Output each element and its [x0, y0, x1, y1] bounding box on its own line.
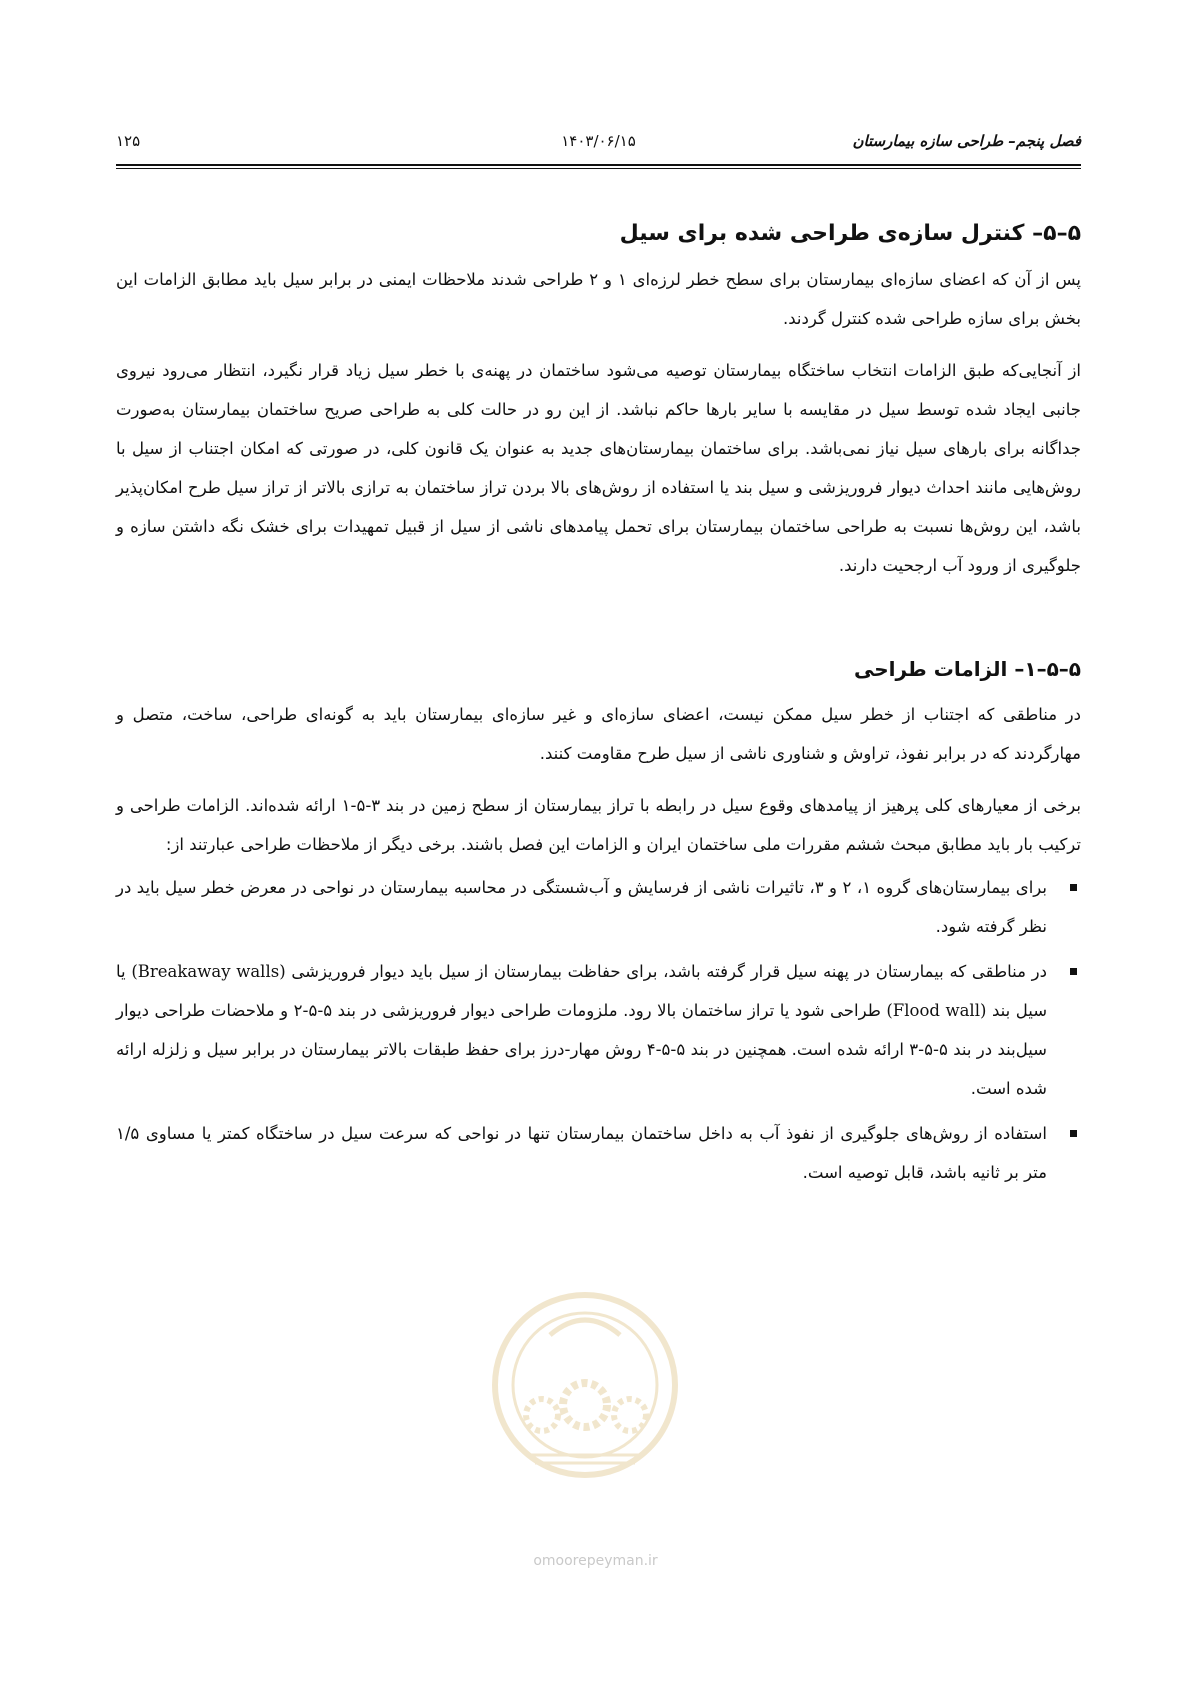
list-item-text: برای بیمارستان‌های گروه ۱، ۲ و ۳، تاثیرات ناشی از فرسایش و آب‌شستگی در محاسبه بیمارستان در نواحی در معرض خطر سیل باید در نظر گرفته شود.: [116, 878, 1047, 936]
list-item-text: استفاده از روش‌های جلوگیری از نفوذ آب به داخل ساختمان بیمارستان تنها در نواحی که سرعت سیل در ساختگاه کمتر یا مساوی ۱/۵ متر بر ثانیه باشد، قابل توصیه است.: [116, 1124, 1047, 1182]
subsection-heading: ۵–۵–۱– الزامات طراحی: [853, 657, 1081, 681]
list-item: [116, 1114, 1047, 1192]
list-item-text: در مناطقی که بیمارستان در پهنه سیل قرار گرفته باشد، برای حفاظت بیمارستان از سیل باید دیوار فروریزشی: [291, 962, 1048, 981]
list-item-text: طراحی شود یا تراز ساختمان بالا رود. ملزومات طراحی دیوار فروریزشی در بند ۵-۵-۲ و ملاحضات طراحی دیوار سیل‌بند در بند ۵-۵-۳ ارائه شده است. همچنین در بند ۵-۵-۴ روش مهار-درز برای حفظ طبقات بالاتر بیمارستان در برابر سیل و زلزله ارائه شده است.: [116, 1001, 1047, 1098]
header-rule: [116, 164, 1081, 166]
term-breakaway-walls: (Breakaway walls): [131, 962, 286, 981]
subsection-paragraph-1: در مناطقی که اجتناب از خطر سیل ممکن نیست، اعضای سازه‌ای و غیر سازه‌ای بیمارستان باید به گونه‌ای طراحی، ساخت، متصل و مهارگردند که در برابر نفوذ، تراوش و شناوری ناشی از سیل طرح مقاومت کنند.: [116, 705, 1081, 763]
list-item: [116, 952, 1047, 1108]
list-item: [116, 868, 1047, 946]
section-paragraph-1: پس از آن که اعضای سازه‌ای بیمارستان برای سطح خطر لرزه‌ای ۱ و ۲ طراحی شدند ملاحظات ایمنی در برابر سیل باید مطابق الزامات این بخش برای سازه طراحی شده کنترل گردند.: [116, 270, 1081, 328]
page-header: [116, 128, 1081, 158]
section-heading: ۵–۵– کنترل سازه‌ی طراحی شده برای سیل: [619, 221, 1081, 246]
omoorepeyman-seal-icon: [480, 1265, 690, 1495]
header-date: ۱۴۰۳/۰۶/۱۵: [561, 132, 636, 150]
page-number: ۱۲۵: [116, 132, 141, 150]
section-paragraph-2: از آنجایی‌که طبق الزامات انتخاب ساختگاه بیمارستان توصیه می‌شود ساختمان در پهنه‌ی با خطر سیل زیاد قرار نگیرد، انتظار می‌رود نیروی جانبی ایجاد شده توسط سیل در مقایسه با سایر بارها حاکم نباشد. از این رو در حالت کلی به طراحی صریح ساختمان بیمارستان به‌صورت جداگانه برای بارهای سیل نیاز نمی‌باشد. برای ساختمان بیمارستان‌های جدید به عنوان یک قانون کلی، در صورتی که امکان اجتناب از سیل با روش‌هایی مانند احداث دیوار فروریزشی و سیل بند یا استفاده از روش‌های بالا بردن تراز ساختمان به ترازی بالاتر از تراز سیل طرح امکان‌پذیر باشد، این روش‌ها نسبت به طراحی ساختمان بیمارستان برای تحمل پیامدهای ناشی از سیل از قبیل تمهیدات برای خشک نگه داشتن سازه و جلوگیری از ورود آب ارجحیت دارند.: [116, 361, 1081, 575]
term-flood-wall: (Flood wall): [886, 1001, 987, 1020]
subsection-paragraph-2: برخی از معیارهای کلی پرهیز از پیامدهای وقوع سیل در رابطه با تراز بیمارستان از سطح زمین در بند ۳-۵-۱ ارائه شده‌اند. الزامات طراحی و ترکیب بار باید مطابق مبحث ششم مقررات ملی ساختمان ایران و الزامات این فصل باشند. برخی دیگر از ملاحظات طراحی عبارتند از:: [116, 796, 1082, 854]
watermark-site: omoorepeyman.ir: [533, 1553, 658, 1569]
design-considerations-list: [116, 868, 1081, 1192]
header-rule-thin: [116, 168, 1081, 169]
list-item-text: یا سیل بند: [116, 962, 1048, 1020]
page-body: [116, 216, 1081, 1198]
chapter-title: فصل پنجم– طراحی سازه بیمارستان: [852, 132, 1081, 150]
